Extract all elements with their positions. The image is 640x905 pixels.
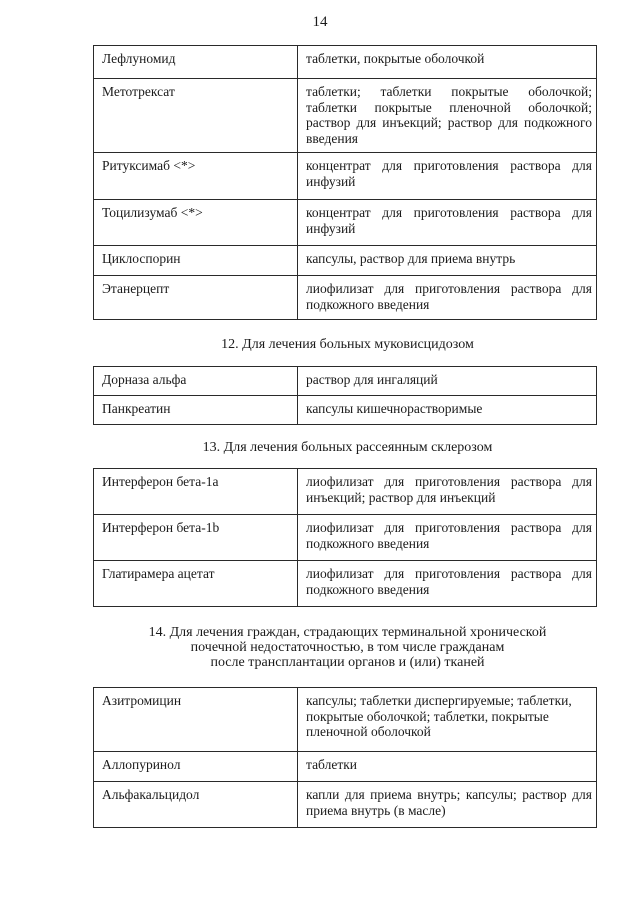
drug-name-cell: Метотрексат bbox=[94, 79, 298, 153]
table-row bbox=[94, 246, 597, 276]
dosage-form-cell: капсулы; таблетки диспергируемые; таблетки, покрытые оболочкой; таблетки, покрытые пленочной оболочкой bbox=[298, 688, 597, 752]
dosage-form-cell: капсулы, раствор для приема внутрь bbox=[298, 246, 597, 276]
dosage-form-cell: концентрат для приготовления раствора для инфузий bbox=[298, 200, 597, 246]
drug-table-rheumatology bbox=[93, 45, 597, 320]
table-row bbox=[94, 515, 597, 561]
dosage-form-cell: таблетки; таблетки покрытые оболочкой; таблетки покрытые пленочной оболочкой; раствор для инъекций; раствор для подкожного введения bbox=[298, 79, 597, 153]
dosage-form-cell: лиофилизат для приготовления раствора для подкожного введения bbox=[298, 515, 597, 561]
section-heading-13: 13. Для лечения больных рассеянным склерозом bbox=[202, 440, 493, 455]
section-heading-12: 12. Для лечения больных муковисцидозом bbox=[221, 337, 474, 352]
drug-table-renal-failure bbox=[93, 687, 597, 828]
drug-name-cell: Дорназа альфа bbox=[94, 367, 298, 396]
section-heading-14 bbox=[60, 625, 635, 670]
drug-name-cell: Интерферон бета-1b bbox=[94, 515, 298, 561]
drug-name-cell: Тоцилизумаб <*> bbox=[94, 200, 298, 246]
dosage-form-cell: таблетки bbox=[298, 752, 597, 782]
dosage-form-cell: лиофилизат для приготовления раствора для подкожного введения bbox=[298, 561, 597, 607]
drug-name-cell: Циклоспорин bbox=[94, 246, 298, 276]
drug-table-cystic-fibrosis bbox=[93, 366, 597, 425]
drug-name-cell: Лефлуномид bbox=[94, 46, 298, 79]
dosage-form-cell: раствор для ингаляций bbox=[298, 367, 597, 396]
dosage-form-cell: капли для приема внутрь; капсулы; раствор для приема внутрь (в масле) bbox=[298, 782, 597, 828]
table-row bbox=[94, 79, 597, 153]
drug-name-cell: Глатирамера ацетат bbox=[94, 561, 298, 607]
drug-table-multiple-sclerosis bbox=[93, 468, 597, 607]
drug-name-cell: Этанерцепт bbox=[94, 276, 298, 320]
dosage-form-cell: лиофилизат для приготовления раствора для инъекций; раствор для инъекций bbox=[298, 469, 597, 515]
table-row bbox=[94, 752, 597, 782]
page-number: 14 bbox=[312, 14, 328, 30]
dosage-form-cell: капсулы кишечнорастворимые bbox=[298, 396, 597, 425]
dosage-form-cell: лиофилизат для приготовления раствора для подкожного введения bbox=[298, 276, 597, 320]
drug-name-cell: Интерферон бета-1а bbox=[94, 469, 298, 515]
table-row bbox=[94, 276, 597, 320]
table-row bbox=[94, 200, 597, 246]
table-row bbox=[94, 367, 597, 396]
table-row bbox=[94, 561, 597, 607]
table-row bbox=[94, 688, 597, 752]
drug-name-cell: Ритуксимаб <*> bbox=[94, 153, 298, 200]
table-row bbox=[94, 396, 597, 425]
table-row bbox=[94, 782, 597, 828]
section-heading-line: 14. Для лечения граждан, страдающих терминальной хронической bbox=[148, 625, 547, 640]
section-heading-line: после трансплантации органов и (или) тканей bbox=[210, 655, 485, 670]
section-heading-line: почечной недостаточностью, в том числе гражданам bbox=[190, 640, 505, 655]
table-row bbox=[94, 46, 597, 79]
dosage-form-cell: концентрат для приготовления раствора для инфузий bbox=[298, 153, 597, 200]
table-row bbox=[94, 469, 597, 515]
drug-name-cell: Азитромицин bbox=[94, 688, 298, 752]
drug-name-cell: Панкреатин bbox=[94, 396, 298, 425]
dosage-form-cell: таблетки, покрытые оболочкой bbox=[298, 46, 597, 79]
drug-name-cell: Аллопуринол bbox=[94, 752, 298, 782]
drug-name-cell: Альфакальцидол bbox=[94, 782, 298, 828]
table-row bbox=[94, 153, 597, 200]
